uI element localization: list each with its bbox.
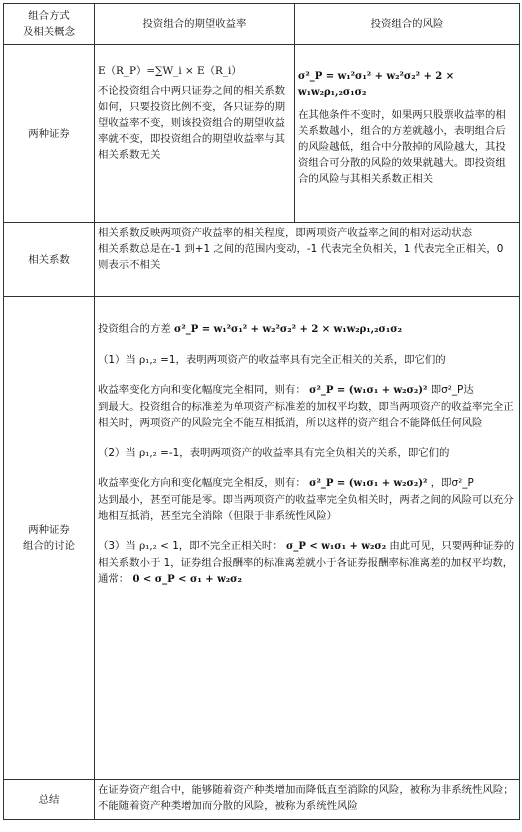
case2-line: （2）当 ρ₁,₂ =-1，表明两项资产的收益率具有完全负相关的关系，即它们的 bbox=[98, 447, 450, 459]
row-correlation bbox=[4, 223, 520, 297]
cell-summary: 在证券资产组合中，能够随着资产种类增加而降低直至消除的风险，被称为非系统性风险；不能随着资产种类增加而分散的风险，被称为系统性风险 bbox=[95, 780, 520, 820]
case1-line-2: 收益率变化方向和变化幅度完全相同，则有： σ²_P = (w₁σ₁ + w₂σ₂)² 即σ²_P达 bbox=[98, 384, 474, 396]
correlation-text-1: 相关系数反映两项资产收益率的相关程度，即两项资产收益率之间的相对运动状态 bbox=[98, 227, 473, 239]
cell-risk bbox=[295, 45, 520, 223]
cell-correlation bbox=[95, 223, 520, 297]
case2-formula: σ²_P = (w₁σ₁ + w₂σ₂)² bbox=[309, 478, 428, 489]
portfolio-theory-table bbox=[3, 3, 520, 820]
risk-formula: σ²_P = w₁²σ₁² + w₂²σ₂² + 2 × w₁w₂ρ₁,₂σ₁σ₂ bbox=[298, 71, 455, 98]
case3-line: （3）当 ρ₁,₂ < 1，即不完全正相关时： σ_P < w₁σ₁ + w₂σ₂ 由此可见，只要两种证券的相关系数小于 1，证券组合报酬率的标准离差就小于各证券报酬率标准离差的加权平均数，通常： 0 < σ_P < σ₁ + w₂σ₂ bbox=[98, 540, 515, 585]
variance-line: 投资组合的方差 σ²_P = w₁²σ₁² + w₂²σ₂² + 2 × w₁w₂ρ₁,₂σ₁σ₂ bbox=[98, 323, 403, 335]
correlation-text-2: 相关系数总是在-1 到+1 之间的范围内变动，-1 代表完全负相关，1 代表完全正相关，0 则表示不相关 bbox=[98, 243, 504, 271]
row-two-securities bbox=[4, 45, 520, 223]
expected-return-text: 不论投资组合中两只证券之间的相关系数如何，只要投资比例不变，各只证券的期望收益率不变，则该投资组合的期望收益率就不变，即投资组合的期望收益率与其相关系数无关 bbox=[98, 85, 286, 161]
case1-formula: σ²_P = (w₁σ₁ + w₂σ₂)² bbox=[309, 385, 428, 396]
cell-expected-return bbox=[95, 45, 295, 223]
row-summary bbox=[4, 780, 520, 820]
case1-conclusion: 到最大。投资组合的标准差为单项资产标准差的加权平均数，即当两项资产的收益率完全正相关时，两项资产的风险完全不能互相抵消，所以这样的资产组合不能降低任何风险 bbox=[98, 401, 514, 429]
header-expected-return: 投资组合的期望收益率 bbox=[95, 4, 295, 45]
row-label-two-securities: 两种证券 bbox=[4, 45, 95, 223]
case2-conclusion: 达到最小，甚至可能是零。即当两项资产的收益率完全负相关时，两者之间的风险可以充分地相互抵消，甚至完全消除（但限于非系统性风险） bbox=[98, 494, 514, 522]
case1-line: （1）当 ρ₁,₂ =1，表明两项资产的收益率具有完全正相关的关系，即它们的 bbox=[98, 354, 446, 366]
risk-text: 在其他条件不变时，如果两只股票收益率的相关系数越小，组合的方差就越小，表明组合后的风险越低，组合中分散掉的风险越大，其投资组合可分散的风险的效果就越大。即投资组合的风险与其相关系数正相关 bbox=[298, 109, 506, 185]
row-discussion bbox=[4, 297, 520, 780]
header-concept: 组合方式 及相关概念 bbox=[4, 4, 95, 45]
row-label-correlation: 相关系数 bbox=[4, 223, 95, 297]
row-label-discussion: 两种证券 组合的讨论 bbox=[4, 297, 95, 780]
expected-return-formula: E（R_P）=∑W_i × E（R_i） bbox=[98, 65, 242, 77]
row-label-summary: 总结 bbox=[4, 780, 95, 820]
case3-formula-2: 0 < σ_P < σ₁ + w₂σ₂ bbox=[132, 574, 242, 585]
variance-formula: σ²_P = w₁²σ₁² + w₂²σ₂² + 2 × w₁w₂ρ₁,₂σ₁σ₂ bbox=[174, 324, 403, 335]
header-risk: 投资组合的风险 bbox=[295, 4, 520, 45]
case3-formula: σ_P < w₁σ₁ + w₂σ₂ bbox=[286, 541, 387, 552]
cell-discussion bbox=[95, 297, 520, 780]
header-row bbox=[4, 4, 520, 45]
case2-line-2: 收益率变化方向和变化幅度完全相反，则有： σ²_P = (w₁σ₁ + w₂σ₂)² ，即σ²_P bbox=[98, 477, 474, 489]
